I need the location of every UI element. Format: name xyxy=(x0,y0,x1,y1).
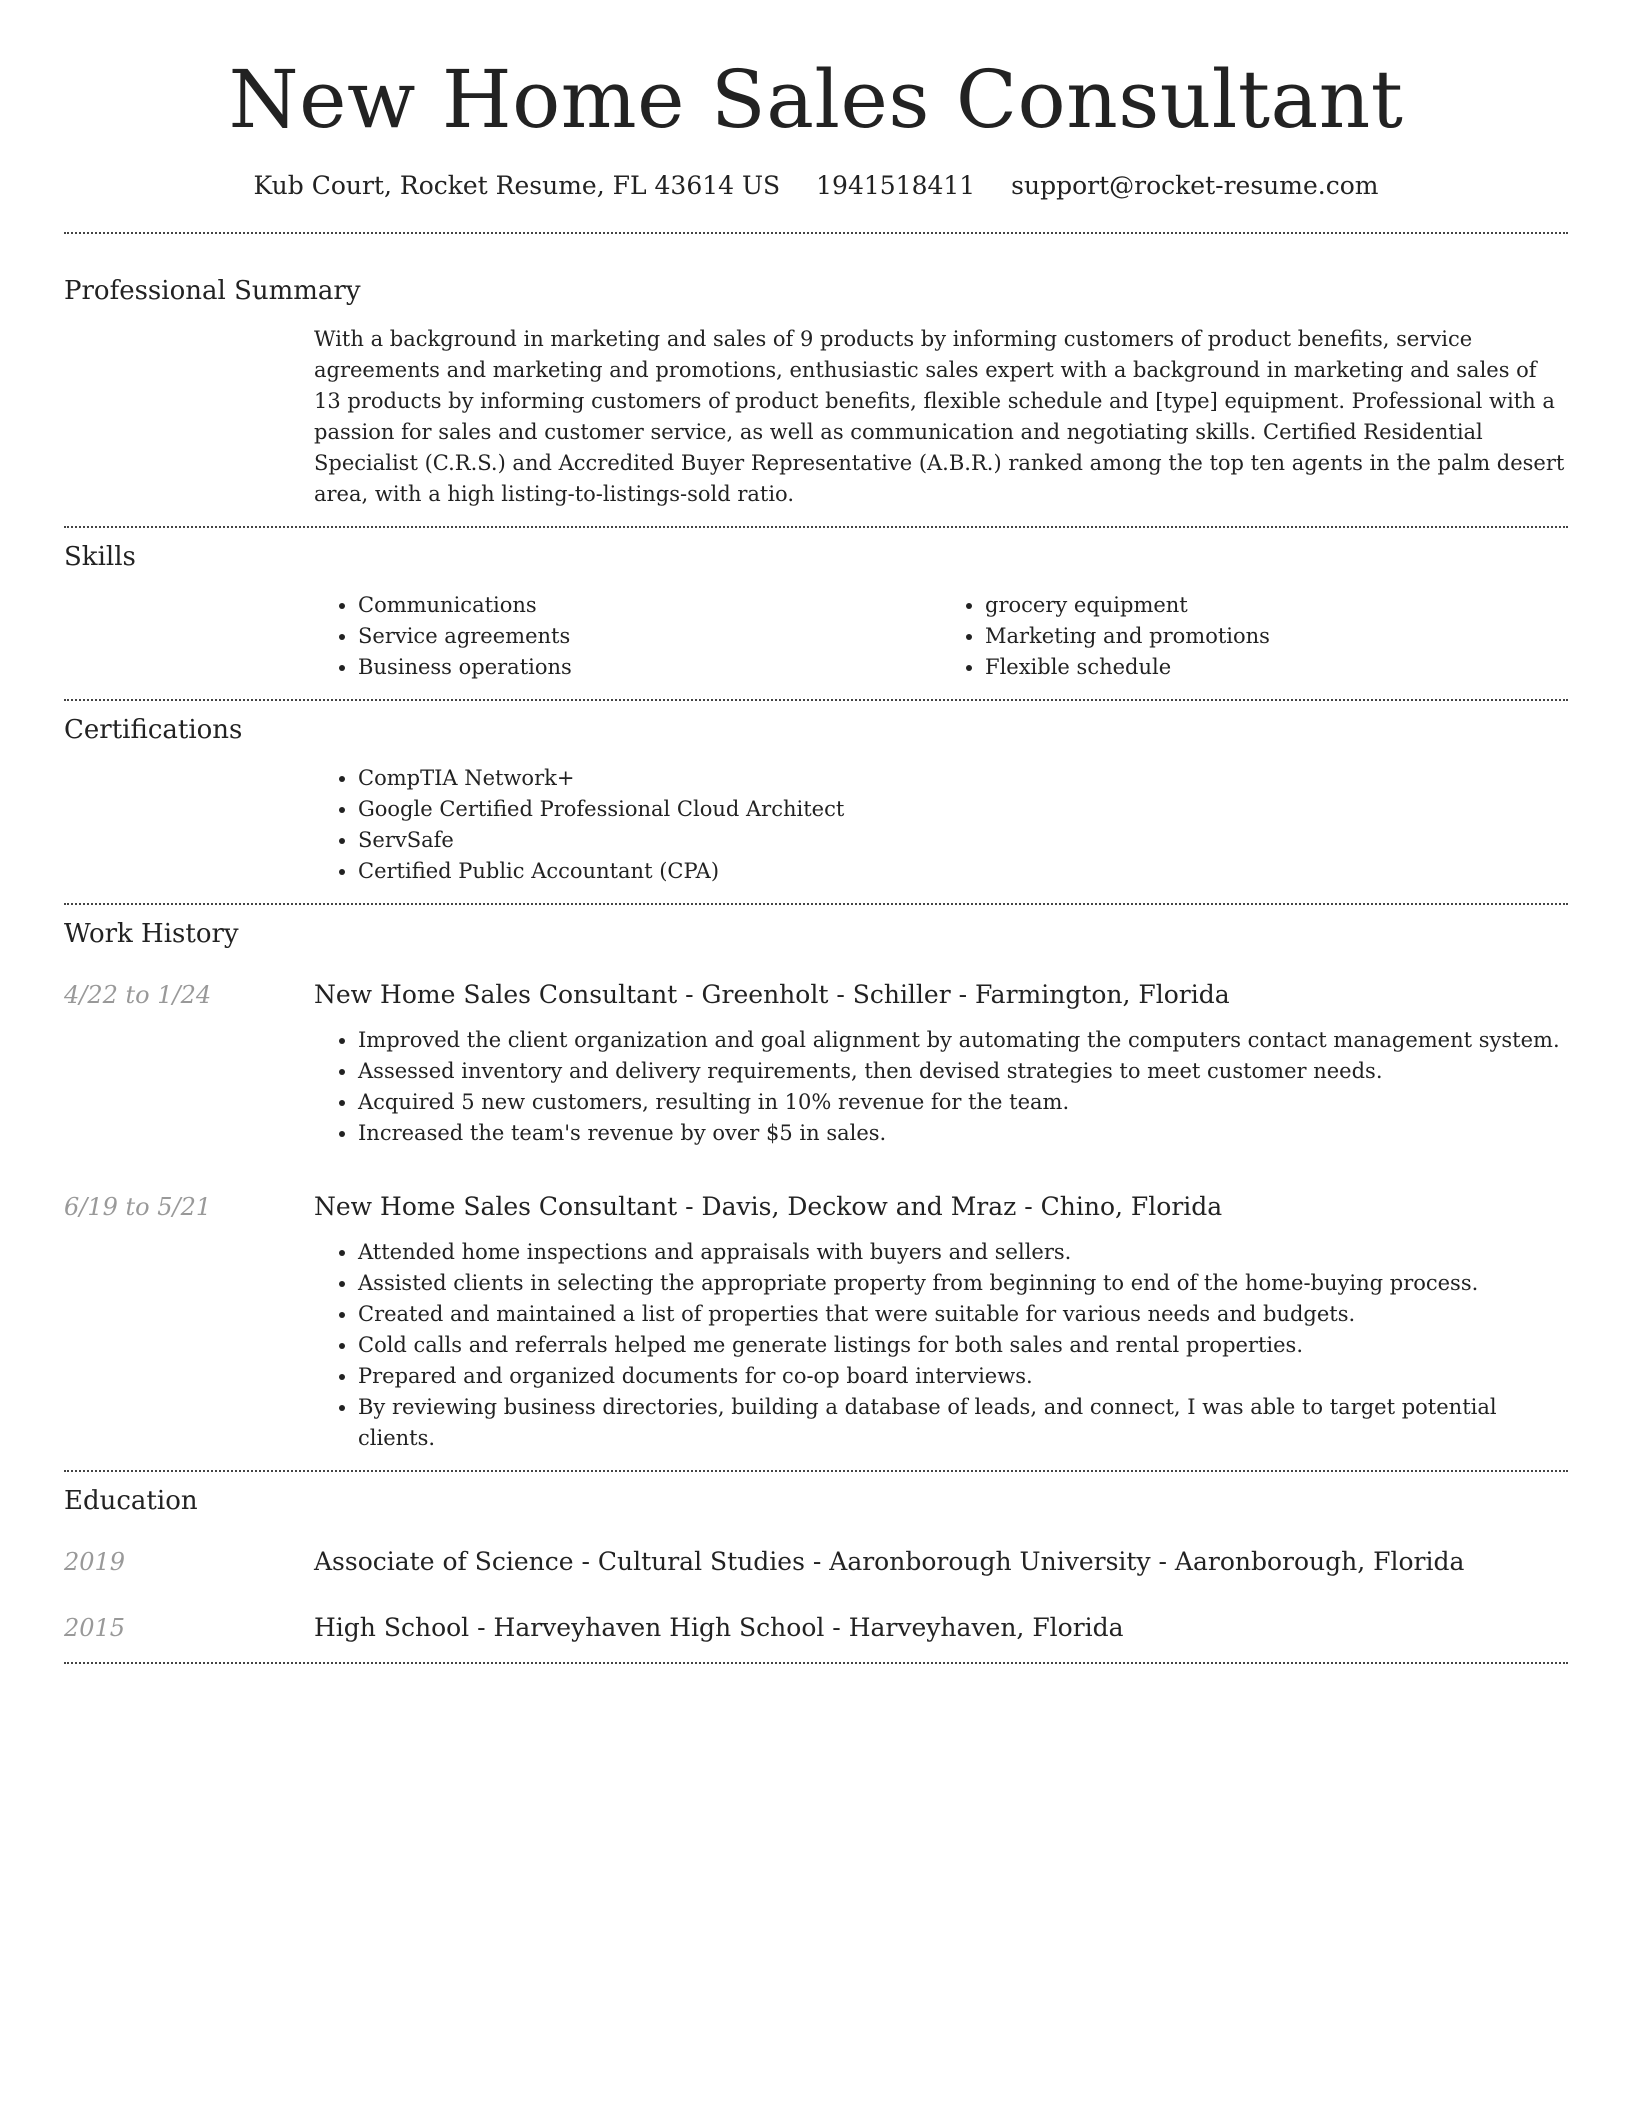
education-entry xyxy=(64,1610,1568,1646)
education-heading: Associate of Science - Cultural Studies - Aaronborough University - Aaronborough, Florida xyxy=(314,1547,1465,1576)
summary-text: With a background in marketing and sales of 9 products by informing customers of product benefits, service agreements and marketing and promotions, enthusiastic sales expert with a background in marketing and sales of 13 products by informing customers of product benefits, flexible schedule and [type] equipment. Professional with a passion for sales and customer service, as well as communication and negotiating skills. Certified Residential Specialist (C.R.S.) and Accredited Buyer Representative (A.B.R.) ranked among the top ten agents in the palm desert area, with a high listing-to-listings-sold ratio. xyxy=(314,327,1565,506)
skill-item: • Marketing and promotions xyxy=(985,621,1568,652)
education-year: 2015 xyxy=(64,1614,126,1642)
contact-address: Kub Court, Rocket Resume, FL 43614 US xyxy=(253,171,781,200)
skills-title: Skills xyxy=(64,542,136,572)
job-entry xyxy=(64,977,1568,1013)
job-dates: 6/19 to 5/21 xyxy=(64,1193,212,1221)
resume-page xyxy=(64,0,1568,1664)
section-divider xyxy=(64,1470,1568,1472)
job-bullet: • Prepared and organized documents for co-op board interviews. xyxy=(358,1361,1568,1392)
job-bullets xyxy=(314,1237,1568,1454)
certification-item: • Google Certified Professional Cloud Architect xyxy=(358,794,1568,825)
certifications-title: Certifications xyxy=(64,715,243,745)
skill-item: • Communications xyxy=(358,590,941,621)
contact-email: support@rocket-resume.com xyxy=(1011,171,1379,200)
skill-item: • Flexible schedule xyxy=(985,652,1568,683)
job-entry xyxy=(64,1189,1568,1225)
education-entry xyxy=(64,1544,1568,1580)
education-year: 2019 xyxy=(64,1548,126,1576)
summary-title: Professional Summary xyxy=(64,276,361,306)
section-divider xyxy=(64,699,1568,701)
section-divider xyxy=(64,1662,1568,1664)
contact-line xyxy=(64,168,1568,204)
job-heading: New Home Sales Consultant - Davis, Deckow and Mraz - Chino, Florida xyxy=(314,1192,1223,1221)
contact-phone: 1941518411 xyxy=(816,171,976,200)
job-bullet: • By reviewing business directories, building a database of leads, and connect, I was able to target potential clients. xyxy=(358,1392,1568,1454)
education-title: Education xyxy=(64,1486,198,1516)
job-heading: New Home Sales Consultant - Greenholt - Schiller - Farmington, Florida xyxy=(314,980,1230,1009)
job-bullet: • Assessed inventory and delivery requirements, then devised strategies to meet customer needs. xyxy=(358,1056,1568,1087)
job-bullet: • Attended home inspections and appraisals with buyers and sellers. xyxy=(358,1237,1568,1268)
skills-list xyxy=(314,590,1568,683)
job-bullet: • Cold calls and referrals helped me generate listings for both sales and rental properties. xyxy=(358,1330,1568,1361)
education-heading: High School - Harveyhaven High School - Harveyhaven, Florida xyxy=(314,1613,1124,1642)
skills-column-right xyxy=(941,590,1568,683)
skills-column-left xyxy=(314,590,941,683)
job-bullet: • Increased the team's revenue by over $5 in sales. xyxy=(358,1118,1568,1149)
job-bullets xyxy=(314,1025,1568,1149)
resume-name: New Home Sales Consultant xyxy=(228,53,1404,146)
section-divider xyxy=(64,903,1568,905)
skill-item: • grocery equipment xyxy=(985,590,1568,621)
section-divider xyxy=(64,526,1568,528)
section-divider xyxy=(64,232,1568,234)
certification-item: • ServSafe xyxy=(358,825,1568,856)
job-bullet: • Acquired 5 new customers, resulting in 10% revenue for the team. xyxy=(358,1087,1568,1118)
skill-item: • Service agreements xyxy=(358,621,941,652)
skill-item: • Business operations xyxy=(358,652,941,683)
certifications-list xyxy=(314,763,1568,887)
job-bullet: • Improved the client organization and goal alignment by automating the computers contact management system. xyxy=(358,1025,1568,1056)
job-bullet: • Created and maintained a list of properties that were suitable for various needs and budgets. xyxy=(358,1299,1568,1330)
certification-item: • CompTIA Network+ xyxy=(358,763,1568,794)
certification-item: • Certified Public Accountant (CPA) xyxy=(358,856,1568,887)
job-dates: 4/22 to 1/24 xyxy=(64,981,212,1009)
work-history-title: Work History xyxy=(64,919,239,949)
job-bullet: • Assisted clients in selecting the appropriate property from beginning to end of the home-buying process. xyxy=(358,1268,1568,1299)
